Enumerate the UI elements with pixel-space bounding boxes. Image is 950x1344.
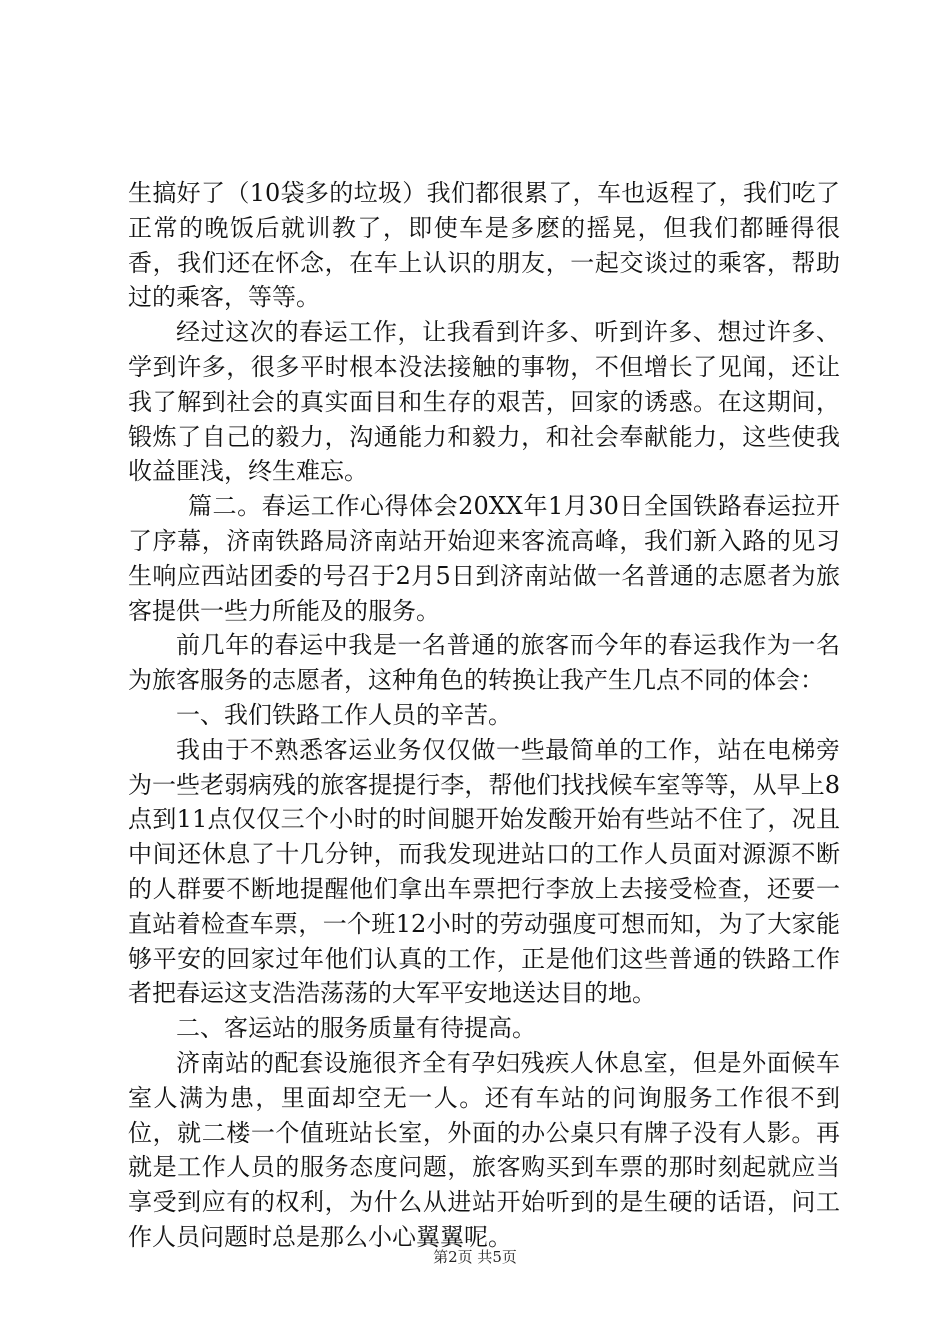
paragraph: 济南站的配套设施很齐全有孕妇残疾人休息室，但是外面候车室人满为患，里面却空无一人。还有车站的问询服务工作很不到位，就二楼一个值班站长室，外面的办公桌只有牌子没有人影。再就是工作人员的服务态度问题，旅客购买到车票的那时刻起就应当享受到应有的权利，为什么从进站开始听到的是生硬的话语，问工作人员问题时总是那么小心翼翼呢。 xyxy=(128,1048,840,1251)
section-heading: 二、客运站的服务质量有待提高。 xyxy=(176,1014,536,1043)
section-heading: 一、我们铁路工作人员的辛苦。 xyxy=(176,700,512,729)
paragraph: 我由于不熟悉客运业务仅仅做一些最简单的工作，站在电梯旁为一些老弱病残的旅客提提行李，帮他们找找候车室等等，从早上8点到11点仅仅三个小时的时间腿开始发酸开始有些站不住了，况且中间还休息了十几分钟，而我发现进站口的工作人员面对源源不断的人群要不断地提醒他们拿出车票把行李放上去接受检查，还要一直站着检查车票，一个班12小时的劳动强度可想而知，为了大家能够平安的回家过年他们认真的工作，正是他们这些普通的铁路工作者把春运这支浩浩荡荡的大军平安地送达目的地。 xyxy=(128,735,840,1008)
document-body xyxy=(128,176,840,1255)
paragraph: 经过这次的春运工作，让我看到许多、听到许多、想过许多、学到许多，很多平时根本没法接触的事物，不但增长了见闻，还让我了解到社会的真实面目和生存的艰苦，回家的诱惑。在这期间，锻炼了自己的毅力，沟通能力和毅力，和社会奉献能力，这些使我收益匪浅，终生难忘。 xyxy=(128,318,840,486)
paragraph: 前几年的春运中我是一名普通的旅客而今年的春运我作为一名为旅客服务的志愿者，这种角色的转换让我产生几点不同的体会： xyxy=(128,631,840,695)
page-number-footer: 第2页 共5页 xyxy=(433,1248,517,1266)
paragraph: 篇二。春运工作心得体会20XX年1月30日全国铁路春运拉开了序幕，济南铁路局济南站开始迎来客流高峰，我们新入路的见习生响应西站团委的号召于2月5日到济南站做一名普通的志愿者为旅客提供一些力所能及的服务。 xyxy=(128,492,840,625)
paragraph: 生搞好了（10袋多的垃圾）我们都很累了，车也返程了，我们吃了正常的晚饭后就训教了，即使车是多麽的摇晃，但我们都睡得很香，我们还在怀念，在车上认识的朋友，一起交谈过的乘客，帮助过的乘客，等等。 xyxy=(128,179,840,312)
